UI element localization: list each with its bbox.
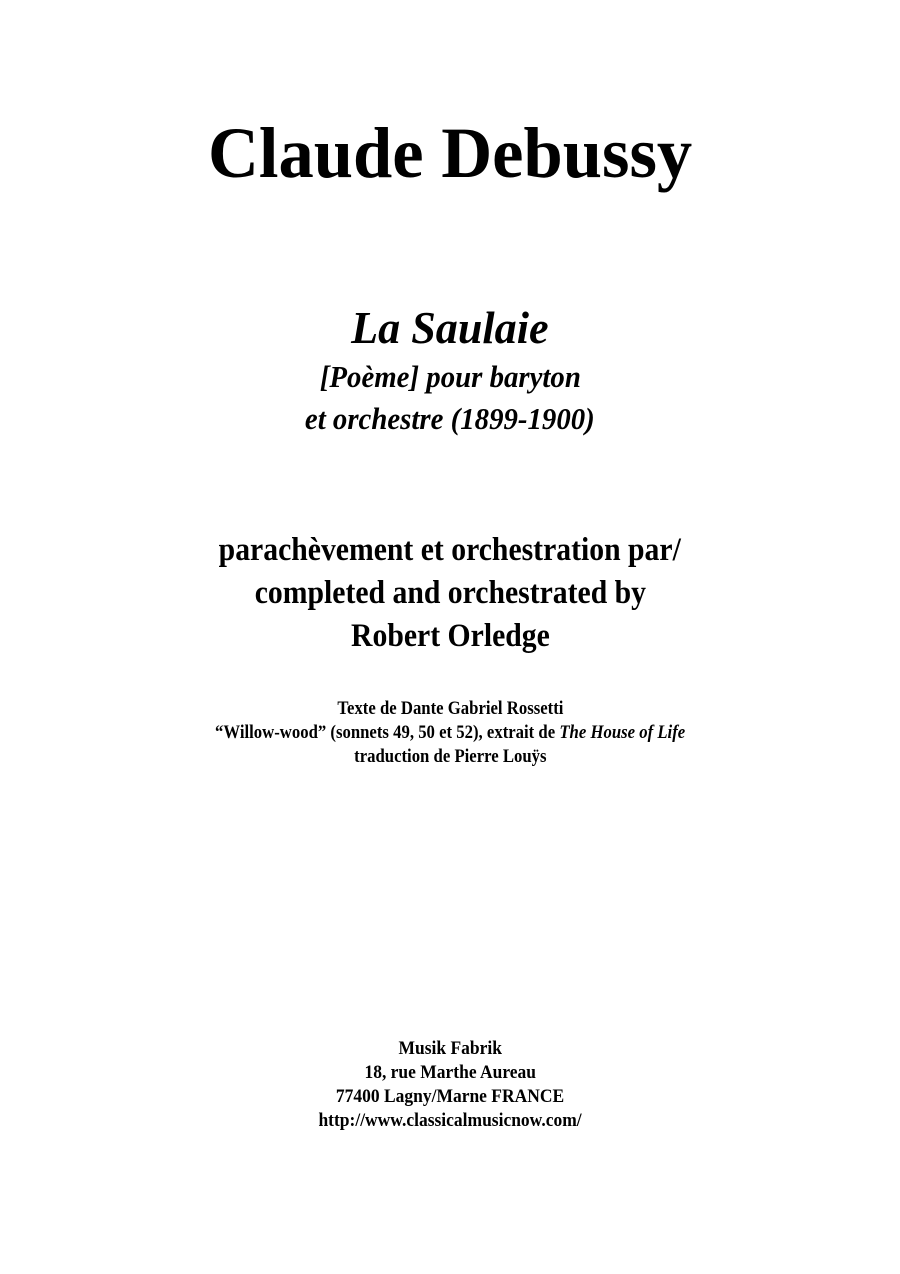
credit-text-french: parachèvement et orchestration par/ (218, 532, 682, 568)
credit-line-french (0, 534, 900, 567)
composer-name (0, 113, 900, 193)
publisher-street-text: 18, rue Marthe Aureau (364, 1062, 536, 1083)
credit-line-english (0, 577, 900, 610)
work-subtitle-text-1: [Poème] pour baryton (319, 359, 581, 394)
publisher-name (0, 1039, 900, 1058)
translation-line (0, 747, 900, 766)
text-author-line (0, 699, 900, 718)
arranger-name-text: Robert Orledge (350, 618, 550, 654)
work-subtitle-line-1 (0, 361, 900, 392)
work-subtitle-line-2 (0, 403, 900, 434)
work-title (0, 302, 900, 353)
text-source-title: The House of Life (559, 722, 686, 743)
publisher-website-text: http://www.classicalmusicnow.com/ (318, 1110, 582, 1131)
publisher-street (0, 1063, 900, 1082)
translation-text: traduction de Pierre Louÿs (353, 746, 547, 767)
publisher-city-text: 77400 Lagny/Marne FRANCE (335, 1086, 565, 1107)
text-source-line (0, 723, 900, 742)
arranger-name (0, 620, 900, 653)
work-title-text: La Saulaie (351, 302, 549, 353)
publisher-name-text: Musik Fabrik (398, 1038, 502, 1059)
publisher-website (0, 1111, 900, 1130)
publisher-city (0, 1087, 900, 1106)
text-source-wrapper (215, 723, 685, 742)
text-source-prefix: “Willow-wood” (sonnets 49, 50 et 52), extrait de (214, 722, 560, 743)
work-subtitle-text-2: et orchestre (1899-1900) (305, 401, 595, 436)
credit-text-english: completed and orchestrated by (254, 575, 646, 611)
text-author-text: Texte de Dante Gabriel Rossetti (336, 698, 563, 719)
composer-name-text: Claude Debussy (207, 113, 693, 193)
